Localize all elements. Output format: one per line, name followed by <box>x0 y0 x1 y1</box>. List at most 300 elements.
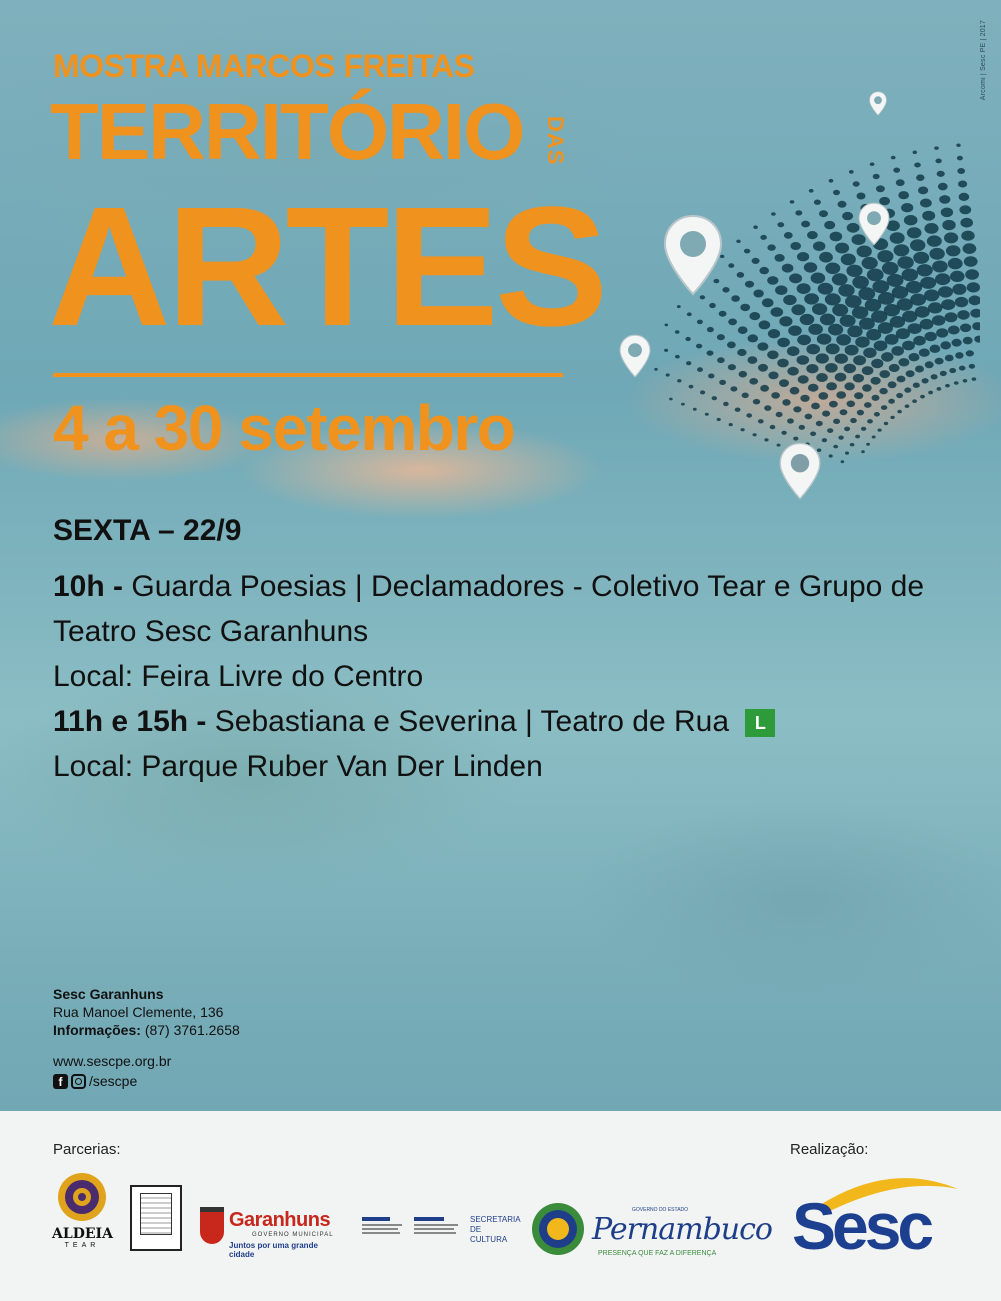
map-pin-icon <box>663 214 723 296</box>
halftone-dot <box>753 399 760 405</box>
halftone-dot <box>759 267 769 274</box>
pernambuco-top: GOVERNO DO ESTADO <box>632 1207 689 1213</box>
halftone-dot <box>793 437 798 441</box>
halftone-dot <box>675 355 680 359</box>
halftone-dot <box>819 210 828 217</box>
event-list <box>53 564 983 789</box>
halftone-dot <box>770 425 776 429</box>
partner-stamp-logo <box>130 1185 182 1251</box>
halftone-dot <box>775 254 785 262</box>
halftone-dot <box>797 252 809 261</box>
halftone-dot <box>829 401 838 408</box>
halftone-dot <box>884 422 888 425</box>
halftone-dot <box>948 258 963 269</box>
halftone-dot <box>728 263 734 268</box>
halftone-dot <box>779 316 792 326</box>
halftone-dot <box>719 380 726 385</box>
halftone-dot <box>897 376 906 383</box>
halftone-dot <box>888 381 897 388</box>
halftone-dot <box>836 334 851 345</box>
halftone-dot <box>893 168 900 173</box>
halftone-dot <box>767 276 778 285</box>
halftone-dot <box>877 250 893 262</box>
halftone-dot <box>945 312 958 322</box>
halftone-dot <box>910 239 925 251</box>
halftone-dot <box>897 256 913 269</box>
halftone-dot <box>836 391 846 398</box>
halftone-dot <box>855 435 860 439</box>
halftone-dot <box>853 374 864 383</box>
halftone-dot <box>777 222 784 227</box>
halftone-dot <box>738 326 748 334</box>
halftone-dot <box>908 323 922 334</box>
halftone-dot <box>833 445 838 449</box>
halftone-dot <box>753 225 758 229</box>
halftone-dot <box>949 368 956 373</box>
halftone-dot <box>717 357 725 363</box>
halftone-dot <box>935 358 944 365</box>
halftone-dot <box>916 174 924 181</box>
halftone-dot <box>789 273 802 283</box>
halftone-dot <box>952 284 966 295</box>
halftone-dot <box>857 246 872 258</box>
halftone-dot <box>935 159 941 164</box>
halftone-dot <box>748 356 758 364</box>
halftone-dot <box>881 405 887 410</box>
halftone-dot <box>687 312 692 316</box>
sesc-text: Sesc <box>792 1189 931 1263</box>
halftone-dot <box>799 425 805 430</box>
halftone-dot <box>737 349 746 356</box>
halftone-dot <box>931 374 938 379</box>
halftone-dot <box>959 366 966 371</box>
event-item <box>53 699 983 744</box>
halftone-dot <box>814 200 821 205</box>
info-label: Informações: <box>53 1022 141 1038</box>
venue-name: Sesc Garanhuns <box>53 986 164 1002</box>
halftone-dot <box>917 264 933 276</box>
halftone-dot <box>758 364 768 372</box>
halftone-dot <box>870 162 875 166</box>
halftone-dot <box>906 370 915 377</box>
aldeia-emblem-icon <box>56 1171 108 1223</box>
halftone-dot <box>956 144 960 147</box>
halftone-dot <box>902 269 919 282</box>
halftone-dot <box>791 304 805 315</box>
halftone-dot <box>804 293 819 304</box>
halftone-dot <box>793 406 801 412</box>
halftone-dot <box>871 377 881 385</box>
halftone-dot <box>945 355 954 362</box>
halftone-dot <box>873 174 880 179</box>
halftone-dot <box>781 431 786 435</box>
halftone-dot <box>940 341 951 349</box>
halftone-dot <box>915 366 924 373</box>
halftone-dot <box>832 304 848 316</box>
halftone-dot <box>963 243 977 254</box>
halftone-dot <box>800 395 809 402</box>
halftone-dot <box>857 410 864 416</box>
halftone-dot <box>677 379 681 382</box>
halftone-dot <box>838 436 843 440</box>
halftone-dot <box>920 199 932 208</box>
halftone-dot <box>833 419 840 424</box>
map-pin-icon <box>778 442 822 500</box>
day-heading: SEXTA – 22/9 <box>53 514 242 547</box>
halftone-dot <box>817 334 832 345</box>
halftone-dot <box>735 408 741 412</box>
halftone-dot <box>955 297 968 307</box>
halftone-dot <box>850 443 855 446</box>
halftone-dot <box>741 428 745 431</box>
facebook-icon[interactable]: f <box>53 1074 68 1089</box>
halftone-dot <box>876 185 885 192</box>
halftone-dot <box>816 421 823 426</box>
halftone-dot <box>939 195 950 204</box>
halftone-dot <box>879 370 890 378</box>
halftone-dot <box>825 363 838 373</box>
halftone-dot <box>838 284 854 297</box>
halftone-dot <box>797 335 811 346</box>
halftone-dot <box>928 302 943 313</box>
halftone-dot <box>940 371 947 376</box>
halftone-dot <box>807 231 818 239</box>
halftone-dot <box>944 232 958 243</box>
halftone-dot <box>665 324 669 327</box>
halftone-dot <box>686 361 691 365</box>
halftone-dot <box>863 348 876 358</box>
aldeia-logo <box>52 1171 112 1251</box>
halftone-dot <box>874 412 880 417</box>
halftone-dot <box>937 171 945 177</box>
halftone-dot <box>867 269 884 282</box>
halftone-dot <box>872 436 876 439</box>
halftone-dot <box>853 355 866 365</box>
halftone-dot <box>810 432 816 437</box>
halftone-dot <box>812 303 827 315</box>
halftone-dot <box>901 203 913 212</box>
halftone-dot <box>835 373 847 382</box>
halftone-dot <box>845 345 859 356</box>
halftone-dot <box>742 393 749 399</box>
halftone-dot <box>974 336 980 343</box>
halftone-dot <box>963 337 973 345</box>
halftone-dot <box>779 379 789 387</box>
halftone-dot <box>717 334 725 340</box>
halftone-dot <box>898 358 909 366</box>
halftone-dot <box>906 281 922 294</box>
halftone-dot <box>872 395 880 401</box>
halftone-dot <box>924 289 939 301</box>
halftone-dot <box>811 273 826 284</box>
halftone-dot <box>775 285 787 295</box>
halftone-dot <box>959 193 970 201</box>
halftone-dot <box>784 232 793 239</box>
event-description: Guarda Poesias | Declamadores - Coletivo Tear e Grupo de Teatro Sesc Garanhuns <box>53 570 925 648</box>
halftone-dot <box>955 352 963 359</box>
halftone-dot <box>825 263 840 275</box>
halftone-dot <box>967 282 980 292</box>
halftone-dot <box>697 320 703 325</box>
halftone-dot <box>853 181 860 186</box>
halftone-dot <box>696 344 702 349</box>
halftone-dot <box>948 326 960 335</box>
halftone-dot <box>945 384 950 388</box>
halftone-dot <box>892 286 909 299</box>
halftone-dot <box>864 402 872 408</box>
halftone-dot <box>858 287 875 300</box>
sesc-logo <box>790 1171 960 1261</box>
halftone-dot <box>867 419 873 423</box>
halftone-dot <box>960 324 971 333</box>
halftone-dot <box>913 383 920 388</box>
halftone-dot <box>748 334 759 342</box>
halftone-dot <box>938 286 953 297</box>
halftone-dot <box>709 303 716 308</box>
halftone-dot <box>797 283 811 294</box>
halftone-dot <box>829 179 834 183</box>
halftone-dot <box>881 352 893 362</box>
secretaria-cultura-logo: SECRETARIA DE CULTURA <box>470 1215 521 1244</box>
halftone-dot <box>759 320 771 329</box>
halftone-dot <box>790 200 795 204</box>
halftone-dot <box>832 273 848 285</box>
halftone-dot <box>925 361 934 368</box>
halftone-dot <box>904 387 911 392</box>
halftone-dot <box>829 454 833 457</box>
garanhuns-sub: GOVERNO MUNICIPAL <box>252 1232 334 1238</box>
halftone-dot <box>950 271 965 282</box>
venue-info <box>53 985 240 1039</box>
venue-phone: (87) 3761.2658 <box>144 1022 240 1038</box>
halftone-dot <box>790 387 800 395</box>
halftone-dot <box>932 261 948 273</box>
halftone-dot <box>767 244 775 250</box>
map-pin-icon <box>869 91 887 116</box>
halftone-dot <box>889 364 900 372</box>
halftone-dot <box>928 391 933 395</box>
halftone-dot <box>806 364 818 373</box>
halftone-dot <box>787 418 794 423</box>
funcultura-logo <box>362 1217 402 1239</box>
garanhuns-logo <box>200 1207 340 1257</box>
halftone-dot <box>811 403 820 410</box>
event-location: Local: Parque Ruber Van Der Linden <box>53 750 543 783</box>
halftone-dot <box>855 337 870 348</box>
halftone-dot <box>942 220 955 230</box>
halftone-dot <box>813 241 825 251</box>
halftone-dot <box>913 252 929 264</box>
halftone-dot <box>840 315 856 327</box>
halftone-dot <box>861 450 865 453</box>
event-location: Local: Feira Livre do Centro <box>53 660 424 693</box>
halftone-dot <box>872 280 889 293</box>
halftone-dot <box>806 344 820 354</box>
halftone-dot <box>930 345 941 353</box>
halftone-dot <box>804 262 817 272</box>
halftone-dot <box>712 396 717 400</box>
halftone-dot <box>890 416 894 419</box>
halftone-dot <box>954 381 959 385</box>
halftone-dot <box>849 170 854 174</box>
halftone-dot <box>805 414 813 420</box>
halftone-dot <box>708 374 714 379</box>
title-das: DAS <box>543 116 568 166</box>
map-pin-icon <box>619 334 651 378</box>
halftone-dot <box>798 375 809 383</box>
instagram-icon[interactable] <box>71 1074 86 1089</box>
halftone-dot <box>969 295 981 305</box>
halftone-dot <box>797 355 810 365</box>
halftone-dot <box>847 326 862 338</box>
event-series-title: MOSTRA MARCOS FREITAS <box>53 48 475 84</box>
pernambuco-logo <box>530 1201 772 1261</box>
halftone-dot <box>896 393 903 398</box>
halftone-dot <box>929 248 944 260</box>
halftone-dot <box>862 384 872 391</box>
halftone-dot <box>758 419 764 423</box>
social-links <box>53 1071 171 1091</box>
halftone-dot <box>918 187 928 195</box>
halftone-dot <box>787 367 798 376</box>
halftone-dot <box>736 240 740 243</box>
halftone-dot <box>920 319 934 330</box>
halftone-dot <box>959 205 971 214</box>
halftone-dot <box>830 232 843 242</box>
garanhuns-slogan: Juntos por uma grande cidade <box>229 1241 318 1259</box>
halftone-dot <box>753 433 757 436</box>
halftone-dot <box>952 339 962 347</box>
halftone-dot <box>922 211 935 221</box>
halftone-dot <box>776 412 783 417</box>
halftone-dot <box>764 438 768 441</box>
halftone-dot <box>819 252 833 263</box>
halftone-dot <box>961 231 974 241</box>
event-item <box>53 564 983 654</box>
halftone-dot <box>924 223 938 234</box>
halftone-dot <box>972 377 977 380</box>
halftone-dot <box>965 269 979 280</box>
halftone-dot <box>941 208 953 218</box>
halftone-dot <box>878 429 882 432</box>
halftone-dot <box>866 443 870 446</box>
halftone-dot <box>768 372 778 380</box>
halftone-dot <box>745 281 754 288</box>
halftone-dot <box>842 212 853 220</box>
halftone-dot <box>693 408 697 411</box>
halftone-dot <box>788 326 802 336</box>
halftone-dot <box>963 379 968 383</box>
halftone-dot <box>932 315 946 325</box>
halftone-dot <box>871 359 883 368</box>
halftone-dot <box>675 330 680 333</box>
halftone-dot <box>902 341 915 351</box>
halftone-dot <box>844 427 850 432</box>
halftone-dot <box>890 232 905 244</box>
halftone-dot <box>771 307 784 317</box>
halftone-dot <box>820 314 835 326</box>
halftone-dot <box>825 293 841 305</box>
halftone-dot <box>896 179 905 186</box>
halftone-dot <box>887 274 904 287</box>
halftone-dot <box>897 410 902 414</box>
event-time: 10h - <box>53 570 124 603</box>
halftone-dot <box>922 378 929 383</box>
event-description: Sebastiana e Severina | Teatro de Rua <box>214 705 730 738</box>
halftone-dot <box>920 395 925 399</box>
halftone-dot <box>782 399 790 406</box>
halftone-dot <box>787 346 800 356</box>
halftone-dot <box>707 327 714 332</box>
halftone-dot <box>862 366 874 375</box>
halftone-dot <box>966 350 974 356</box>
halftone-dot <box>844 382 854 390</box>
halftone-dot <box>862 257 878 269</box>
halftone-dot <box>847 401 856 408</box>
social-handle[interactable]: /sescpe <box>89 1073 138 1089</box>
halftone-dot <box>841 460 845 463</box>
halftone-dot <box>970 309 980 318</box>
halftone-dot <box>960 218 973 228</box>
halftone-dot <box>891 346 904 356</box>
halftone-dot <box>795 210 802 215</box>
halftone-dot <box>730 386 737 391</box>
pernambuco-text: Pernambuco <box>592 1212 772 1247</box>
halftone-dot <box>913 336 926 346</box>
website-link[interactable]: www.sescpe.org.br <box>53 1053 172 1069</box>
halftone-dot <box>850 418 857 423</box>
halftone-dot <box>729 423 733 426</box>
halftone-dot <box>846 265 862 277</box>
halftone-dot <box>824 221 835 229</box>
halftone-dot <box>838 201 847 208</box>
halftone-dot <box>891 156 896 160</box>
halftone-dot <box>898 191 909 199</box>
halftone-dot <box>723 402 729 406</box>
halftone-dot <box>768 329 780 338</box>
halftone-dot <box>841 254 856 266</box>
aldeia-text: ALDEIA <box>52 1226 113 1242</box>
title-artes: ARTES <box>48 172 605 362</box>
halftone-dot <box>822 411 830 417</box>
halftone-dot <box>685 337 690 341</box>
halftone-dot <box>969 364 975 369</box>
halftone-dot <box>777 338 790 348</box>
halftone-dot <box>835 354 848 364</box>
halftone-dot <box>749 312 760 320</box>
pernambuco-slogan: PRESENÇA QUE FAZ A DIFERENÇA <box>598 1250 717 1257</box>
halftone-dot <box>749 378 758 385</box>
halftone-dot <box>719 311 727 317</box>
halftone-dot <box>852 276 869 289</box>
halftone-dot <box>844 364 856 374</box>
halftone-dot <box>919 349 930 357</box>
halftone-dot <box>808 384 819 392</box>
garanhuns-text: Garanhuns <box>229 1209 331 1231</box>
halftone-dot <box>915 306 930 318</box>
halftone-dot <box>936 328 948 337</box>
halftone-dot <box>744 249 750 254</box>
halftone-dot <box>972 322 980 330</box>
halftone-dot <box>827 428 833 433</box>
halftone-dot <box>826 382 837 390</box>
web-info <box>53 1051 171 1091</box>
halftone-dot <box>938 183 948 191</box>
halftone-dot <box>654 368 658 371</box>
halftone-dot <box>907 227 922 238</box>
halftone-dot <box>894 244 910 256</box>
halftone-dot <box>958 181 967 188</box>
